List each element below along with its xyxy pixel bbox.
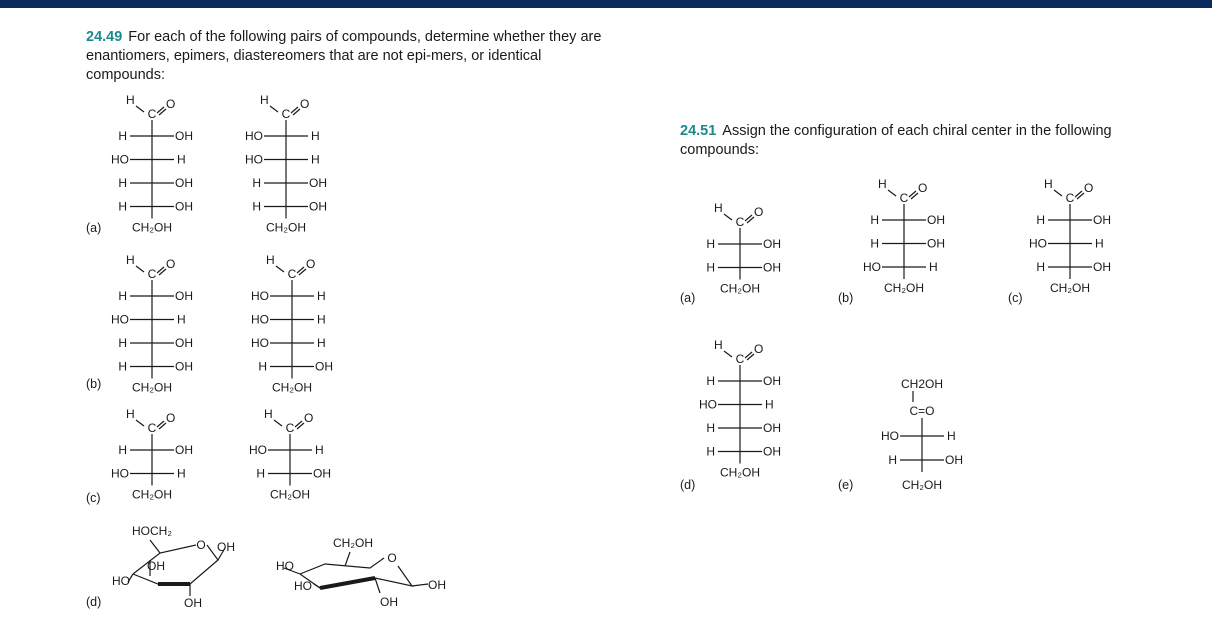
- s2451e-bottom-ch2oh: CH₂OH: [902, 478, 942, 492]
- s2449c-left-row-h: H: [177, 466, 186, 481]
- s2451d-row-h: H: [706, 374, 715, 388]
- s2449b-right-row-h: H: [317, 289, 326, 303]
- s2449a-right-row-h: H: [252, 176, 261, 190]
- s2451c-row-oh: OH: [1093, 260, 1111, 274]
- part-2449-c-label: (c): [86, 491, 101, 505]
- s2449b-right-row-ho: HO: [251, 289, 269, 303]
- s2449a-left-row-oh: OH: [175, 199, 193, 214]
- part-2451-b-label: (b): [838, 291, 854, 305]
- s2451d-row-oh: OH: [763, 444, 781, 459]
- chair1-c4-oh: OH: [147, 559, 165, 573]
- s2451a-ch2oh: CH₂OH: [720, 281, 760, 296]
- s2451d-row-oh: OH: [763, 421, 781, 435]
- s2451b-row-oh: OH: [927, 236, 945, 251]
- chair1-c2-oh: OH: [184, 596, 202, 610]
- s2449c-left-aldehyde-o: O: [166, 411, 176, 425]
- s2451c-row-h: H: [1036, 260, 1045, 274]
- chair1-anomeric-oh: OH: [217, 540, 235, 554]
- s2451b-row-h: H: [870, 213, 879, 227]
- s2449a-left-row-h: H: [118, 176, 127, 190]
- problem-24-49-number: 24.49: [86, 29, 123, 45]
- s2451a-row-h: H: [706, 260, 715, 275]
- s2451d-ch2oh: CH₂OH: [720, 465, 760, 480]
- s2451d-aldehyde-c: C: [735, 352, 745, 366]
- s2451b-row-h: H: [929, 260, 938, 274]
- s2451a-row-h: H: [706, 237, 715, 251]
- s2451c-row-h: H: [1036, 213, 1045, 227]
- problem-24-51-body: Assign the configuration of each chiral center in the following compounds:: [680, 123, 1112, 158]
- s2449a-right-aldehyde-c: C: [281, 107, 291, 121]
- s2451a-aldehyde-o: O: [754, 205, 764, 219]
- s2451b-aldehyde-bond: [888, 190, 896, 196]
- s2449b-left-row-oh: OH: [175, 336, 193, 350]
- s2449a-right-row-h: H: [311, 152, 320, 167]
- s2449b-right-row-ho: HO: [251, 336, 269, 350]
- s2449b-left-row-oh: OH: [175, 289, 193, 303]
- s2451a-aldehyde-bond: [724, 214, 732, 220]
- s2449b-left-ch2oh: CH₂OH: [132, 380, 172, 395]
- part-2449-a-label: (a): [86, 221, 102, 235]
- s2449b-right-aldehyde-c: C: [287, 267, 297, 281]
- s2449c-right-aldehyde-c: C: [285, 421, 295, 435]
- part-2451-d-label: (d): [680, 478, 696, 492]
- s2449c-right-aldehyde-h: H: [264, 407, 273, 421]
- s2449a-left-row-oh: OH: [175, 129, 193, 143]
- s2449a-left-row-ho: HO: [111, 152, 129, 167]
- s2449c-right-row-h: H: [315, 443, 324, 457]
- s2449a-right-ch2oh: CH₂OH: [266, 220, 306, 235]
- s2451e-row1-h: H: [947, 429, 956, 443]
- s2449b-right-aldehyde-o: O: [306, 257, 316, 271]
- s2449b-left-aldehyde-o: O: [166, 257, 176, 271]
- s2449a-left-row-h: H: [118, 129, 127, 143]
- chair2-c3-ho: HO: [294, 579, 312, 593]
- s2451c-aldehyde-o: O: [1084, 181, 1094, 195]
- s2449b-right-row-ho: HO: [251, 312, 269, 327]
- s2449b-right-row-oh: OH: [315, 359, 333, 374]
- s2449b-left-row-h: H: [118, 336, 127, 350]
- s2449c-right-aldehyde-bond: [274, 420, 282, 426]
- s2451b-aldehyde-c: C: [899, 191, 909, 205]
- s2451c-aldehyde-h: H: [1044, 177, 1053, 191]
- s2451b-aldehyde-o: O: [918, 181, 928, 195]
- chair2-ch2oh-label: CH₂OH: [333, 536, 373, 550]
- s2449a-right-aldehyde-o: O: [300, 97, 310, 111]
- s2451e-row2-oh: OH: [945, 453, 963, 467]
- s2451b-ch2oh: CH₂OH: [884, 281, 924, 295]
- chair2-c3-bond: [314, 584, 320, 588]
- s2451d-row-h: H: [765, 397, 774, 412]
- s2451e-top-ch2oh: CH2OH: [900, 377, 944, 391]
- s2449a-left-aldehyde-o: O: [166, 97, 176, 111]
- s2451c-ch2oh: CH₂OH: [1050, 281, 1090, 295]
- s2451d-row-oh: OH: [763, 374, 781, 388]
- part-2451-c-label: (c): [1008, 291, 1023, 305]
- s2451d-aldehyde-h: H: [714, 338, 723, 352]
- s2449b-right-row-h: H: [317, 312, 326, 327]
- s2451b-row-oh: OH: [927, 213, 945, 227]
- s2449c-left-aldehyde-h: H: [126, 407, 135, 421]
- s2451d-aldehyde-bond: [724, 351, 732, 357]
- s2451a-row-oh: OH: [763, 260, 781, 275]
- s2451c-row-oh: OH: [1093, 213, 1111, 227]
- s2449b-right-ch2oh: CH₂OH: [272, 380, 312, 395]
- s2449c-right-row-ho: HO: [249, 443, 267, 457]
- s2449b-left-aldehyde-bond: [136, 266, 144, 272]
- s2451c-aldehyde-c: C: [1065, 191, 1075, 205]
- s2451d-row-h: H: [706, 444, 715, 459]
- s2449b-left-row-ho: HO: [111, 312, 129, 327]
- s2449a-left-aldehyde-c: C: [147, 107, 157, 121]
- s2449b-right-row-h: H: [258, 359, 267, 374]
- s2449b-right-row-h: H: [317, 336, 326, 350]
- chair2-front-bold: [320, 578, 375, 588]
- s2449a-left-aldehyde-bond: [136, 106, 144, 112]
- s2451a-aldehyde-h: H: [714, 201, 723, 215]
- s2451a-row-oh: OH: [763, 237, 781, 251]
- s2451a-aldehyde-c: C: [735, 215, 745, 229]
- s2451e-row2-h: H: [888, 453, 897, 467]
- s2449a-right-row-oh: OH: [309, 199, 327, 214]
- s2449c-left-aldehyde-c: C: [147, 421, 157, 435]
- s2451e-ketone: C=O: [909, 404, 935, 418]
- s2449a-right-row-h: H: [311, 129, 320, 143]
- chair2-back-edge: [300, 558, 384, 574]
- s2449a-right-row-ho: HO: [245, 152, 263, 167]
- s2449a-left-aldehyde-h: H: [126, 93, 135, 107]
- s2449a-left-row-h: H: [177, 152, 186, 167]
- chair2-ring-o: O: [387, 551, 397, 565]
- s2449b-left-row-h: H: [118, 289, 127, 303]
- s2451c-aldehyde-bond: [1054, 190, 1062, 196]
- part-2451-e-label: (e): [838, 478, 854, 492]
- s2449c-left-ch2oh: CH₂OH: [132, 487, 172, 502]
- s2449a-right-row-h: H: [252, 199, 261, 214]
- part-2451-a-label: (a): [680, 291, 696, 305]
- s2449b-left-aldehyde-c: C: [147, 267, 157, 281]
- s2451c-row-h: H: [1095, 236, 1104, 251]
- chair2-c2-bond: [375, 578, 380, 593]
- s2449b-left-row-oh: OH: [175, 359, 193, 374]
- s2449c-left-row-ho: HO: [111, 466, 129, 481]
- s2451d-row-ho: HO: [699, 397, 717, 412]
- s2449b-right-aldehyde-bond: [276, 266, 284, 272]
- s2449c-right-ch2oh: CH₂OH: [270, 487, 310, 502]
- s2449b-right-aldehyde-h: H: [266, 253, 275, 267]
- s2449b-left-row-h: H: [118, 359, 127, 374]
- chair1-ring-o: O: [196, 538, 206, 552]
- chair2-c4-ho: HO: [276, 559, 294, 573]
- s2449b-left-aldehyde-h: H: [126, 253, 135, 267]
- s2449c-left-row-h: H: [118, 443, 127, 457]
- s2449c-right-row-h: H: [256, 466, 265, 481]
- chair2-c2-oh: OH: [380, 595, 398, 609]
- part-2449-b-label: (b): [86, 377, 102, 391]
- problem-24-51-number: 24.51: [680, 123, 717, 139]
- s2451d-aldehyde-o: O: [754, 342, 764, 356]
- chair1-c3-ho: HO: [112, 574, 130, 588]
- s2451b-row-ho: HO: [863, 260, 881, 274]
- part-2449-d-label: (d): [86, 595, 102, 609]
- problem-24-49-body: For each of the following pairs of compounds, determine whether they are enantiomers, epimers, diastereomers that are not epi-mers, or identical compounds:: [86, 29, 602, 83]
- s2449a-right-aldehyde-h: H: [260, 93, 269, 107]
- s2449b-left-row-h: H: [177, 312, 186, 327]
- s2449a-left-row-h: H: [118, 199, 127, 214]
- chair2-front-edge: [300, 566, 412, 588]
- chair1-hoch2-label: HOCH₂: [132, 524, 172, 538]
- s2449a-right-row-oh: OH: [309, 176, 327, 190]
- s2451b-row-h: H: [870, 236, 879, 251]
- s2449c-left-aldehyde-bond: [136, 420, 144, 426]
- chair1-bond: [150, 540, 160, 553]
- s2451c-row-ho: HO: [1029, 236, 1047, 251]
- s2449c-right-row-oh: OH: [313, 466, 331, 481]
- s2451e-row1-ho: HO: [881, 429, 899, 443]
- s2449a-right-aldehyde-bond: [270, 106, 278, 112]
- chair2-c1-bond: [412, 584, 428, 586]
- s2451b-aldehyde-h: H: [878, 177, 887, 191]
- chair2-c1-oh: OH: [428, 578, 446, 592]
- chair2-bond: [345, 552, 350, 566]
- s2449c-right-aldehyde-o: O: [304, 411, 314, 425]
- s2449a-left-row-oh: OH: [175, 176, 193, 190]
- s2449c-left-row-oh: OH: [175, 443, 193, 457]
- s2451d-row-h: H: [706, 421, 715, 435]
- s2449a-left-ch2oh: CH₂OH: [132, 220, 172, 235]
- s2449a-right-row-ho: HO: [245, 129, 263, 143]
